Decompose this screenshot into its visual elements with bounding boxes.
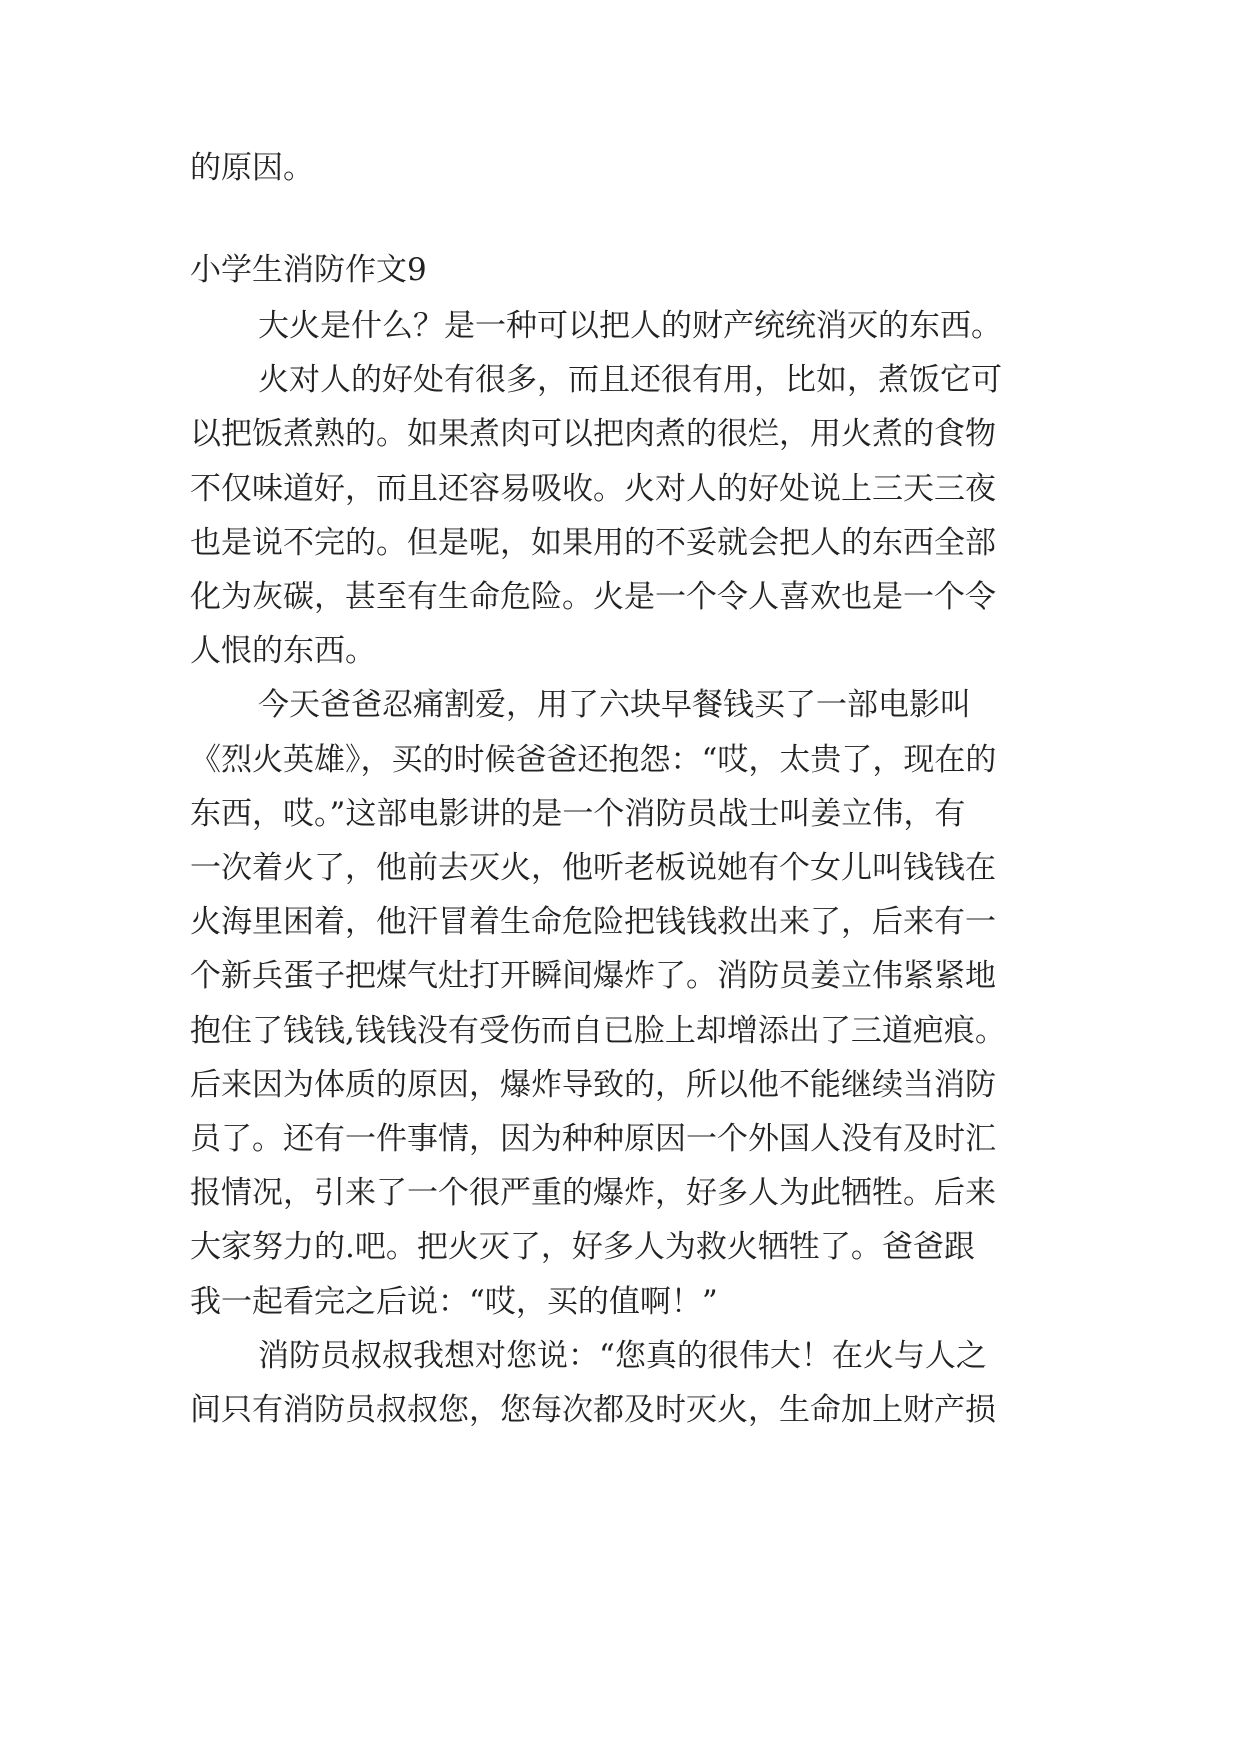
paragraph-2-line: 以把饭煮熟的。如果煮肉可以把肉煮的很烂，用火煮的食物 bbox=[190, 416, 996, 452]
paragraph-3-line: 今天爸爸忍痛割爱，用了六块早餐钱买了一部电影叫 bbox=[258, 687, 971, 723]
paragraph-3-line: 员了。还有一件事情，因为种种原因一个外国人没有及时汇 bbox=[190, 1121, 996, 1157]
paragraph-3-line: 东西，哎。”这部电影讲的是一个消防员战士叫姜立伟，有 bbox=[190, 796, 966, 832]
paragraph-3-line: 《烈火英雄》，买的时候爸爸还抱怨：“哎，太贵了，现在的 bbox=[190, 742, 997, 778]
paragraph-2-line: 不仅味道好，而且还容易吸收。火对人的好处说上三天三夜 bbox=[190, 471, 996, 507]
paragraph-2-line: 火对人的好处有很多，而且还很有用，比如，煮饭它可 bbox=[258, 362, 1002, 398]
paragraph-3-line: 一次着火了，他前去灭火，他听老板说她有个女儿叫钱钱在 bbox=[190, 850, 996, 886]
paragraph-2-line: 化为灰碳，甚至有生命危险。火是一个令人喜欢也是一个令 bbox=[190, 579, 996, 615]
paragraph-4-line: 间只有消防员叔叔您，您每次都及时灭火，生命加上财产损 bbox=[190, 1392, 996, 1428]
paragraph-2-line: 人恨的东西。 bbox=[190, 633, 376, 669]
paragraph-3-line: 报情况，引来了一个很严重的爆炸，好多人为此牺牲。后来 bbox=[190, 1175, 996, 1211]
paragraph-3-line: 大家努力的.吧。把火灭了，好多人为救火牺牲了。爸爸跟 bbox=[190, 1229, 975, 1265]
text-line-continuation: 的原因。 bbox=[190, 150, 314, 186]
section-heading: 小学生消防作文9 bbox=[190, 252, 427, 288]
paragraph-3-line: 个新兵蛋子把煤气灶打开瞬间爆炸了。消防员姜立伟紧紧地 bbox=[190, 958, 996, 994]
paragraph-1-line: 大火是什么？是一种可以把人的财产统统消灭的东西。 bbox=[258, 308, 1002, 344]
paragraph-3-line: 我一起看完之后说：“哎，买的值啊！” bbox=[190, 1284, 718, 1320]
paragraph-3-line: 火海里困着，他汗冒着生命危险把钱钱救出来了，后来有一 bbox=[190, 904, 996, 940]
paragraph-3-line: 抱住了钱钱,钱钱没有受伤而自已脸上却增添出了三道疤痕。 bbox=[190, 1013, 1006, 1049]
paragraph-2-line: 也是说不完的。但是呢，如果用的不妥就会把人的东西全部 bbox=[190, 525, 996, 561]
paragraph-4-line: 消防员叔叔我想对您说：“您真的很伟大！在火与人之 bbox=[258, 1338, 987, 1374]
paragraph-3-line: 后来因为体质的原因，爆炸导致的，所以他不能继续当消防 bbox=[190, 1067, 996, 1103]
